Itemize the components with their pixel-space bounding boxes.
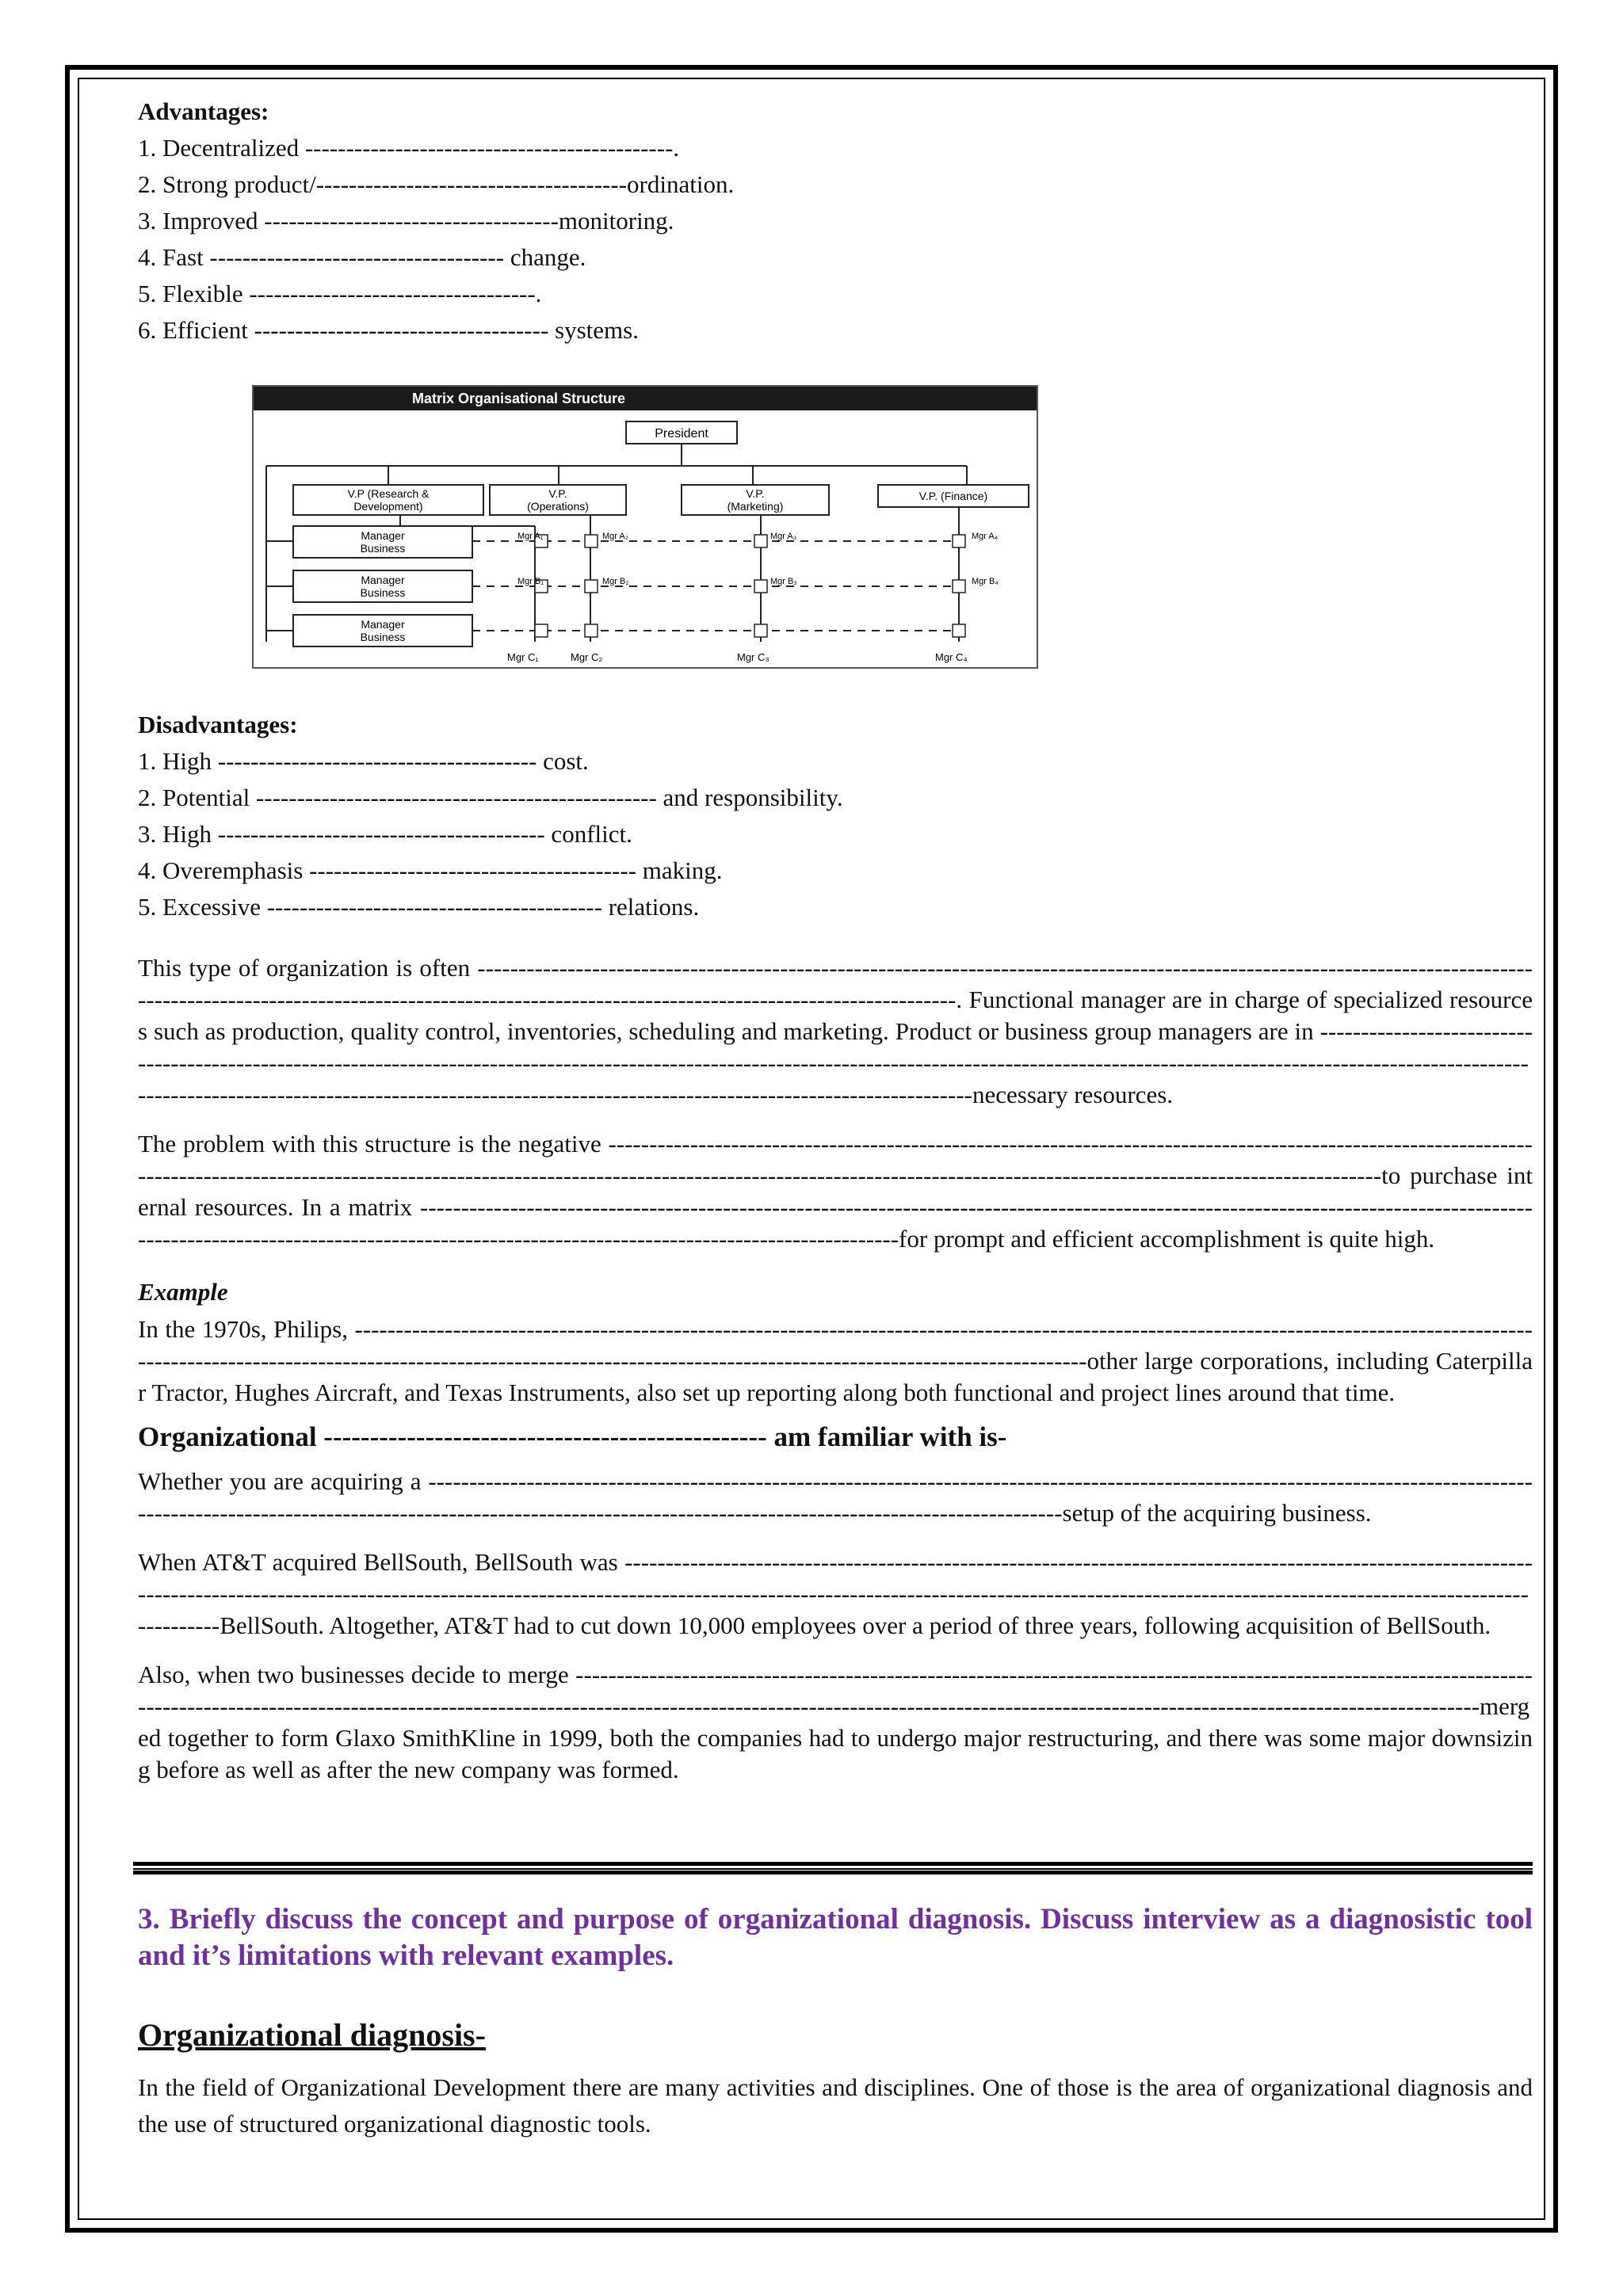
mgr-c4-label: Mgr C₄ — [935, 651, 968, 663]
disadvantage-item: 1. High --------------------------------------- cost. — [138, 747, 589, 775]
disadvantage-item: 2. Potential ------------------------------------------------- and responsibility. — [138, 784, 843, 811]
example-label: Example — [138, 1278, 228, 1306]
organizational-heading: Organizational ------------------------------------------------ am familiar with is- — [138, 1421, 1007, 1452]
disadvantage-item: 5. Excessive ----------------------------------------- relations. — [138, 893, 700, 921]
president-label: President — [655, 427, 708, 441]
manager-business-label: Manager — [361, 618, 405, 631]
manager-business-label: Business — [360, 631, 406, 643]
vp-finance-label: V.P. (Finance) — [918, 490, 988, 502]
manager-business-label: Business — [360, 586, 406, 599]
mgr-a3-label: Mgr A₃ — [770, 532, 797, 541]
vp-operations-label-1: V.P. — [548, 487, 567, 500]
paragraph-att-bellsouth: When AT&T acquired BellSouth, BellSouth was ---------------------------------------------------------------------------------------------------------------------------------------------------------------------------------------------------------------------------------------------------------------------------------------------------BellSouth. Altogether, AT&T had to cut down 10,000 employees over a period of three years, following acquisition of BellSouth. — [138, 1548, 1533, 1639]
organizational-diagnosis-text: In the field of Organizational Development there are many activities and disciplines. One of those is the area of organizational diagnosis and the use of structured organizational diagnostic tools. — [138, 2073, 1533, 2138]
vp-marketing-label-1: V.P. — [746, 487, 765, 500]
mgr-a1-label: Mgr A₁ — [517, 532, 544, 541]
mgr-b3-label: Mgr B₃ — [770, 577, 797, 586]
advantage-item: 3. Improved ------------------------------------monitoring. — [138, 207, 674, 235]
mgr-c2-label: Mgr C₂ — [571, 651, 603, 663]
advantage-item: 1. Decentralized ---------------------------------------------. — [138, 134, 680, 162]
mgr-b1-label: Mgr B₁ — [517, 577, 544, 586]
organizational-diagnosis-title: Organizational diagnosis- — [138, 2017, 486, 2053]
mgr-a2-label: Mgr A₂ — [602, 532, 628, 541]
mgr-c1-label: Mgr C₁ — [507, 651, 539, 663]
advantages-heading: Advantages: — [138, 97, 269, 125]
disadvantage-item: 4. Overemphasis ---------------------------------------- making. — [138, 856, 723, 884]
mgr-a4-label: Mgr A₄ — [972, 532, 999, 541]
paragraph-matrix-problem: The problem with this structure is the negative -------------------------------------------------------------------------------------------------------------------------------------------------------------------------------------------------------------------------------------------------------------------------to purchase internal resources. In a matrix -------------------------------------------------------------------------------------------------------------------------------------------------------------------------------------------------------------------------------------for prompt and efficient accomplishment is quite high. — [138, 1130, 1533, 1253]
mgr-c3-label: Mgr C₃ — [737, 651, 769, 663]
advantage-item: 2. Strong product/--------------------------------------ordination. — [138, 170, 735, 198]
vp-operations-label-2: (Operations) — [527, 500, 589, 513]
vp-marketing-label-2: (Marketing) — [727, 500, 784, 513]
diagram-title-bar — [254, 387, 1037, 410]
vp-research-label-1: V.P (Research & — [347, 487, 430, 500]
mgr-b2-label: Mgr B₂ — [602, 577, 629, 586]
matrix-structure-diagram — [252, 385, 1038, 669]
manager-business-label: Business — [360, 542, 406, 555]
mgr-b4-label: Mgr B₄ — [972, 577, 999, 586]
paragraph-acquiring: Whether you are acquiring a --------------------------------------------------------------------------------------------------------------------------------------------------------------------------------------------------------------------------------------------------------setup of the acquiring business. — [138, 1467, 1533, 1527]
advantage-item: 5. Flexible -----------------------------------. — [138, 280, 542, 307]
advantage-item: 4. Fast ------------------------------------ change. — [138, 243, 586, 271]
question-3: 3. Briefly discuss the concept and purpose of organizational diagnosis. Discuss interview as a diagnosistic tool and it’s limitations with relevant examples. — [138, 1903, 1533, 1972]
disadvantages-heading: Disadvantages: — [138, 711, 298, 738]
vp-research-label-2: Development) — [353, 500, 423, 513]
paragraph-matrix-overview: This type of organization is often -------------------------------------------------------------------------------------------------------------------------------------------------------------------------------------------------------------------------------------. Functional manager are in charge of specialized resources such as production, quality control, inventories, scheduling and marketing. Product or business group managers are in ----------------------------------------------------------------------------------------------------------------------------------------------------------------------------------------------------------------------------------------------------------------------------------------------------------necessary resources. — [138, 954, 1533, 1108]
diagram-title: Matrix Organisational Structure — [412, 391, 626, 406]
paragraph-merge: Also, when two businesses decide to merge -----------------------------------------------------------------------------------------------------------------------------------------------------------------------------------------------------------------------------------------------------------------------------------------merged together to form Glaxo SmithKline in 1999, both the companies had to undergo major restructuring, and there was some major downsizing before as well as after the new company was formed. — [138, 1661, 1533, 1783]
manager-business-label: Manager — [361, 574, 405, 586]
document-body — [138, 93, 1533, 1786]
section-divider — [133, 1862, 1533, 1875]
advantage-item: 6. Efficient ------------------------------------ systems. — [138, 316, 639, 344]
disadvantage-item: 3. High ---------------------------------------- conflict. — [138, 820, 632, 848]
paragraph-example: In the 1970s, Philips, --------------------------------------------------------------------------------------------------------------------------------------------------------------------------------------------------------------------------------------------------------------------other large corporations, including Caterpillar Tractor, Hughes Aircraft, and Texas Instruments, also set up reporting along both functional and project lines around that time. — [138, 1315, 1533, 1406]
manager-business-label: Manager — [361, 529, 405, 542]
